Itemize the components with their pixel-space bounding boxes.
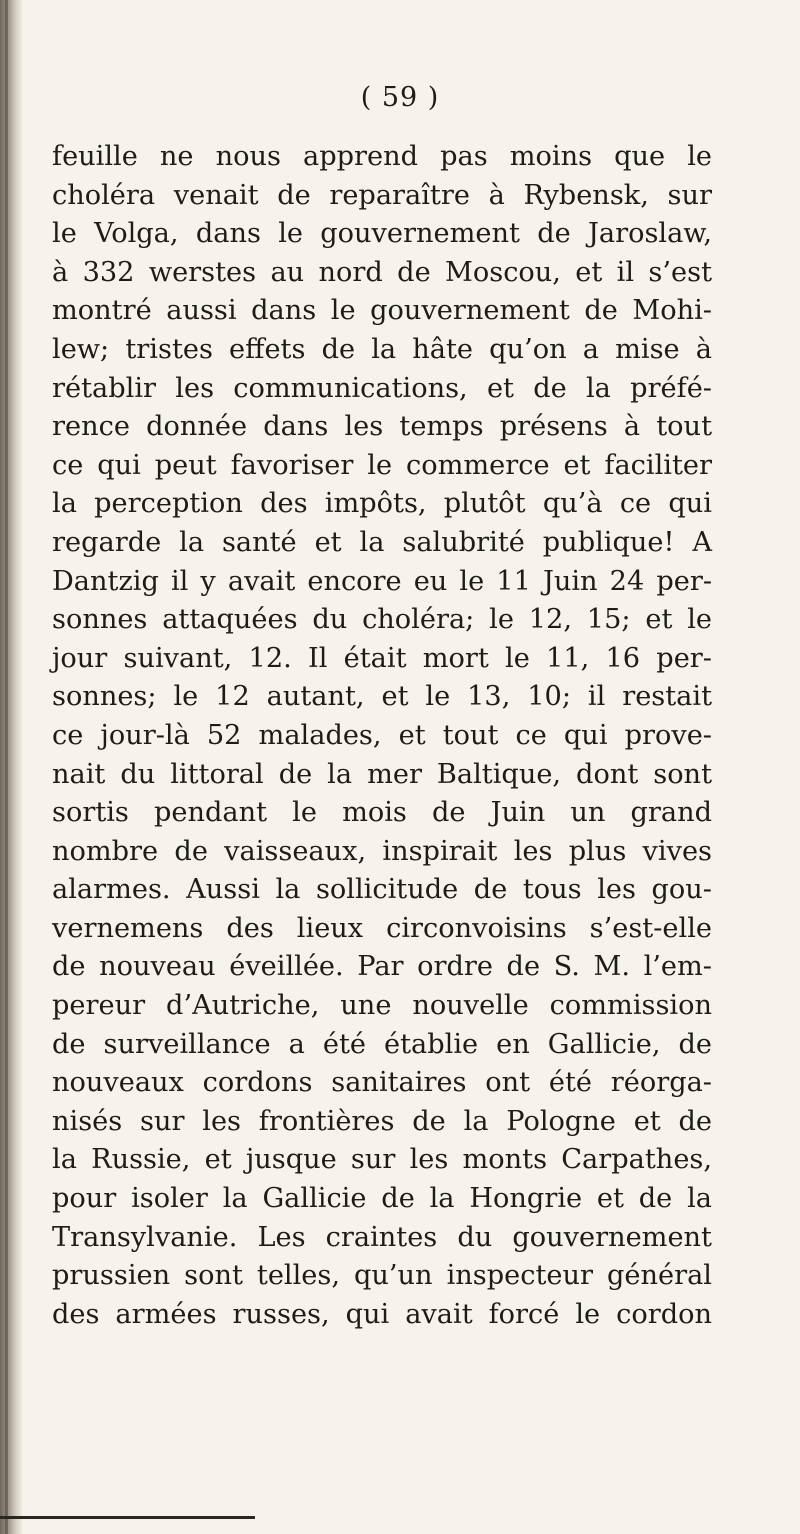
page-number-header: ( 59 ) <box>360 82 440 113</box>
text-line: vernemens des lieux circonvoisins s’est-elle <box>52 912 712 944</box>
text-line: sonnes; le 12 autant, et le 13, 10; il restait <box>52 681 712 713</box>
text-line: le Volga, dans le gouvernement de Jaroslaw, <box>52 218 712 250</box>
text-line: feuille ne nous apprend pas moins que le <box>52 141 712 172</box>
bottom-rule <box>0 1516 255 1519</box>
text-line: pereur d’Autriche, une nouvelle commission <box>52 990 712 1022</box>
text-line: jour suivant, 12. Il était mort le 11, 16 per- <box>52 642 712 674</box>
text-line: prussien sont telles, qu’un inspecteur général <box>52 1260 712 1292</box>
binding-edge <box>5 0 8 1534</box>
text-line: des armées russes, qui avait forcé le cordon <box>52 1298 712 1330</box>
text-line: ce jour-là 52 malades, et tout ce qui prove- <box>52 719 712 751</box>
text-line: nait du littoral de la mer Baltique, dont sont <box>52 758 712 790</box>
text-line: sortis pendant le mois de Juin un grand <box>52 797 712 829</box>
text-line: rétablir les communications, et de la préfé- <box>52 372 712 404</box>
text-line: Transylvanie. Les craintes du gouvernement <box>52 1221 712 1253</box>
text-line: ce qui peut favoriser le commerce et faciliter <box>52 449 712 481</box>
text-line: montré aussi dans le gouvernement de Mohi- <box>52 295 712 327</box>
text-line: de nouveau éveillée. Par ordre de S. M. l’em- <box>52 951 712 983</box>
text-line: nombre de vaisseaux, inspirait les plus vives <box>52 835 712 867</box>
text-line: nouveaux cordons sanitaires ont été réorga- <box>52 1067 712 1099</box>
text-line: alarmes. Aussi la sollicitude de tous les gou- <box>52 874 712 906</box>
text-line: sonnes attaquées du choléra; le 12, 15; et le <box>52 604 712 636</box>
text-line: lew; tristes effets de la hâte qu’on a mise à <box>52 333 712 365</box>
text-line: rence donnée dans les temps présens à tout <box>52 411 712 443</box>
page-gutter-shadow <box>0 0 22 1534</box>
text-line: regarde la santé et la salubrité publique! A <box>52 526 712 558</box>
text-line: la Russie, et jusque sur les monts Carpathes, <box>52 1144 712 1176</box>
text-line: Dantzig il y avait encore eu le 11 Juin 24 per- <box>52 565 712 597</box>
text-line: nisés sur les frontières de la Pologne et de <box>52 1105 712 1137</box>
text-line: la perception des impôts, plutôt qu’à ce qui <box>52 488 712 520</box>
body-text <box>52 138 712 1334</box>
text-line: à 332 werstes au nord de Moscou, et il s’est <box>52 256 712 288</box>
text-line: pour isoler la Gallicie de la Hongrie et de la <box>52 1183 712 1215</box>
text-line: de surveillance a été établie en Gallicie, de <box>52 1028 712 1060</box>
text-line: choléra venait de reparaître à Rybensk, sur <box>52 179 712 211</box>
